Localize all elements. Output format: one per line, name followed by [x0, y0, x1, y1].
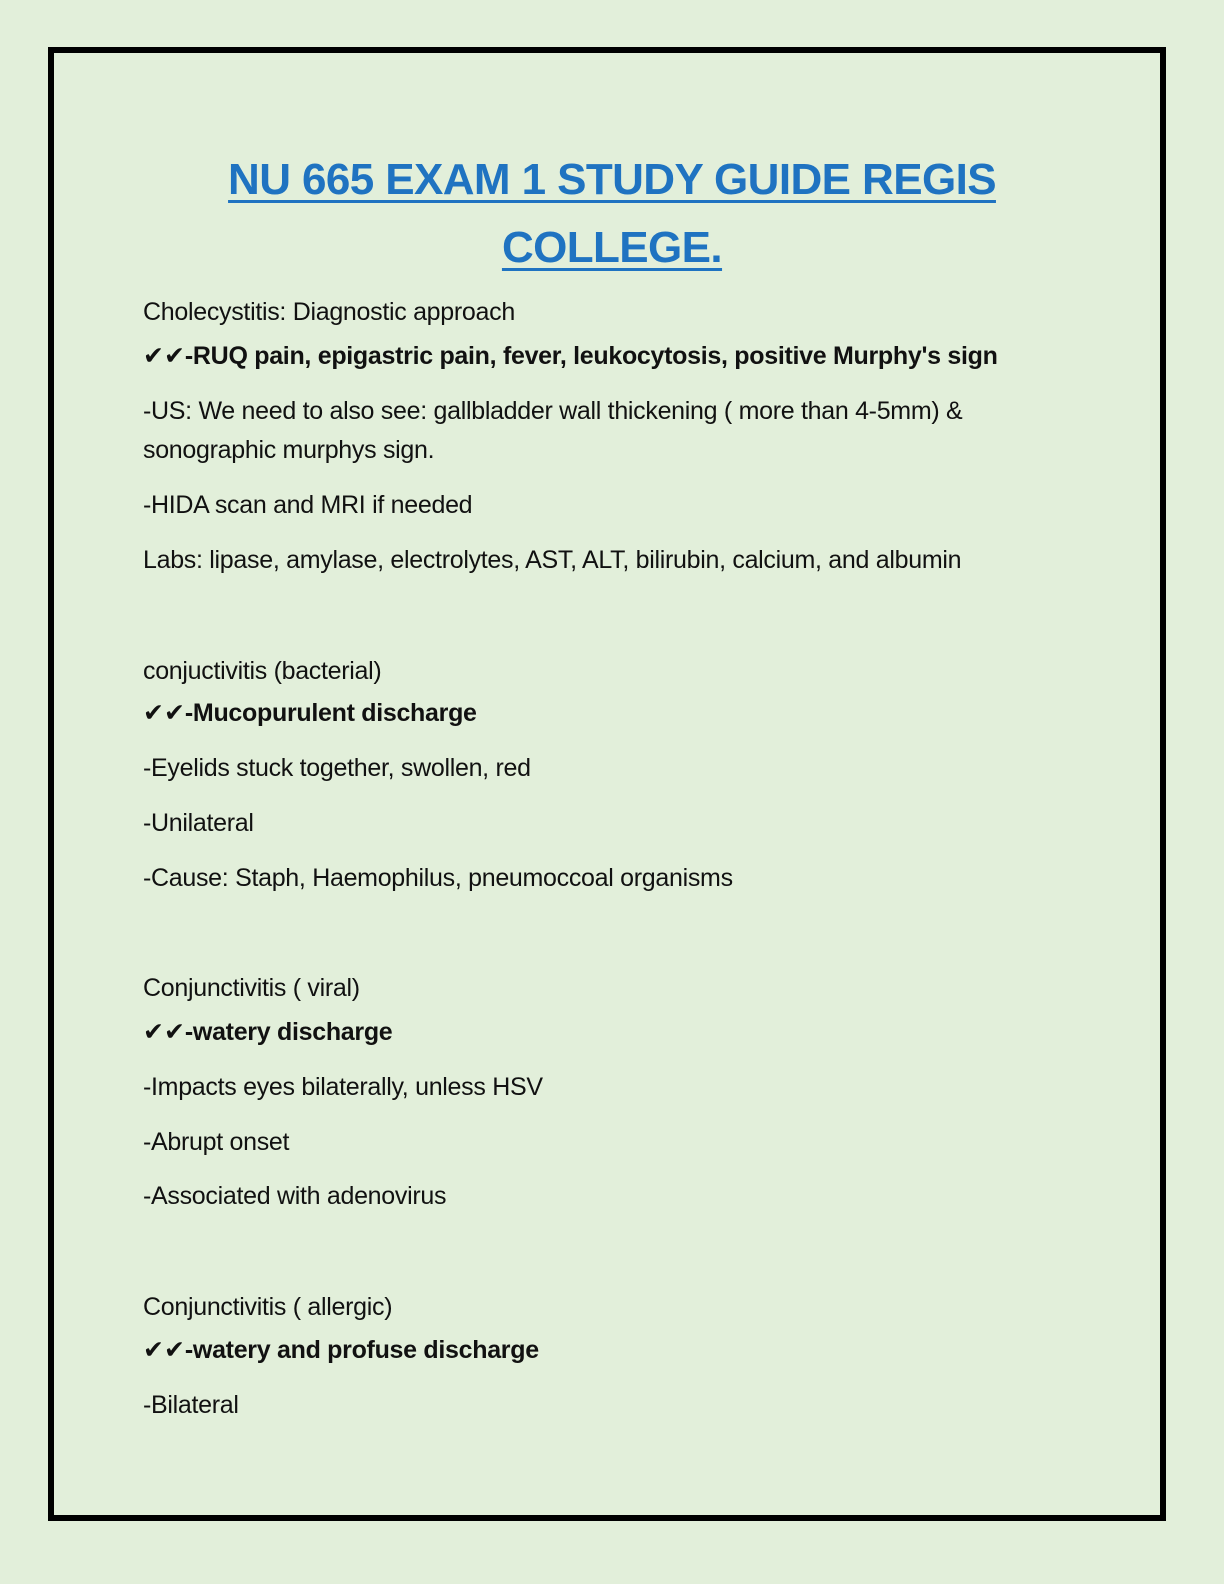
section-heading-conjunctivitis-viral: Conjunctivitis ( viral) — [143, 974, 360, 1002]
title-line-2: COLLEGE. — [501, 223, 723, 272]
list-item: ✔✔-Mucopurulent discharge — [143, 699, 477, 727]
list-item: -Associated with adenovirus — [143, 1182, 447, 1210]
list-item: -Impacts eyes bilaterally, unless HSV — [143, 1073, 543, 1101]
list-item: ✔✔-watery and profuse discharge — [143, 1336, 539, 1364]
list-item: ✔✔-watery discharge — [143, 1018, 393, 1046]
list-item: sonographic murphys sign. — [143, 436, 435, 464]
list-item: Labs: lipase, amylase, electrolytes, AST, ALT, bilirubin, calcium, and albumin — [143, 546, 962, 574]
checkmark-icon: ✔✔ — [143, 1336, 185, 1364]
document-title — [0, 146, 1224, 282]
list-item: -HIDA scan and MRI if needed — [143, 491, 473, 519]
list-item: -Bilateral — [143, 1391, 239, 1419]
list-item: -US: We need to also see: gallbladder wall thickening ( more than 4-5mm) & — [143, 397, 963, 425]
list-item: -Eyelids stuck together, swollen, red — [143, 754, 531, 782]
section-heading-conjunctivitis-allergic: Conjunctivitis ( allergic) — [143, 1293, 393, 1321]
checkmark-icon: ✔✔ — [143, 1018, 185, 1046]
checkmark-icon: ✔✔ — [143, 342, 185, 370]
title-line-1: NU 665 EXAM 1 STUDY GUIDE REGIS — [228, 155, 996, 204]
section-heading-conjunctivitis-bacterial: conjuctivitis (bacterial) — [143, 657, 382, 685]
section-heading-cholecystitis: Cholecystitis: Diagnostic approach — [143, 298, 515, 326]
list-item: -Unilateral — [143, 809, 254, 837]
list-item: -Cause: Staph, Haemophilus, pneumoccoal organisms — [143, 864, 733, 892]
list-item: -Abrupt onset — [143, 1128, 290, 1156]
list-item: ✔✔-RUQ pain, epigastric pain, fever, leukocytosis, positive Murphy's sign — [143, 342, 998, 370]
checkmark-icon: ✔✔ — [143, 699, 185, 727]
